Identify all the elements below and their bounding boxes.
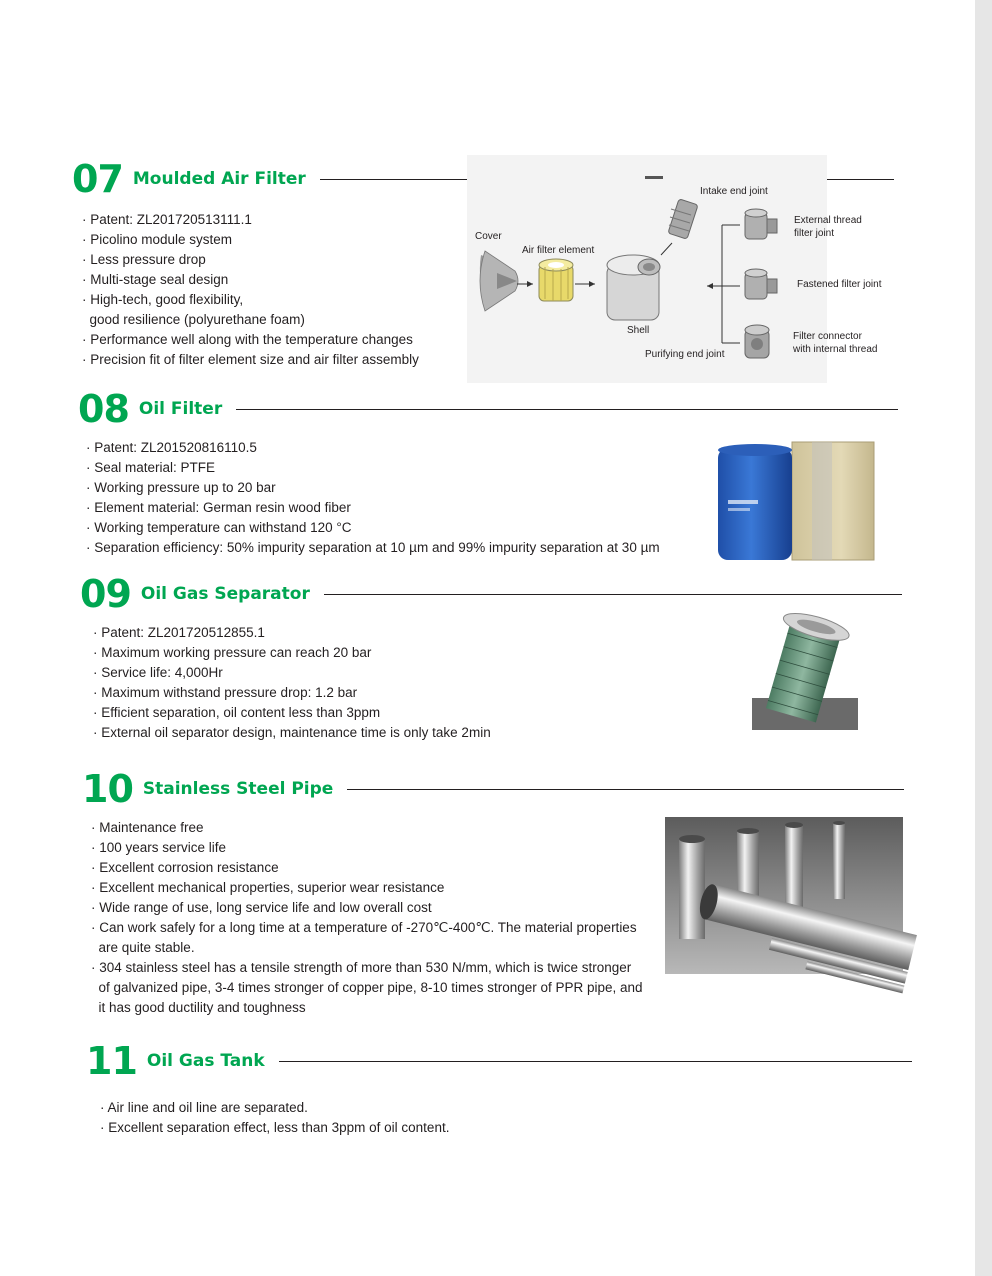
section-title: Oil Filter bbox=[138, 399, 223, 419]
bullet-item: · Patent: ZL201520816110.5 bbox=[86, 440, 257, 455]
label-purifying-end-joint: Purifying end joint bbox=[645, 349, 725, 360]
section-rule bbox=[347, 789, 904, 790]
bullet-item: · Precision fit of filter element size and air filter assembly bbox=[82, 352, 419, 367]
section-09-header bbox=[80, 572, 902, 616]
section-title: Stainless Steel Pipe bbox=[142, 779, 334, 799]
bullet-item: · Separation efficiency: 50% impurity separation at 10 µm and 99% impurity separation at 30 µm bbox=[86, 540, 660, 555]
bullet-item: are quite stable. bbox=[91, 940, 195, 955]
label-air-filter-element: Air filter element bbox=[522, 245, 595, 256]
bullet-item: · Service life: 4,000Hr bbox=[93, 665, 223, 680]
oil-filter-image bbox=[716, 440, 876, 565]
label-fastened-joint: Fastened filter joint bbox=[797, 279, 882, 290]
bullet-item: · Multi-stage seal design bbox=[82, 272, 229, 287]
label-cover: Cover bbox=[475, 231, 502, 242]
label-external-thread-1: External thread bbox=[794, 215, 862, 226]
label-connector-1: Filter connector bbox=[793, 331, 862, 342]
section-08-bullets bbox=[86, 438, 660, 558]
bullet-item: · Performance well along with the temperature changes bbox=[82, 332, 413, 347]
bullet-item: · Less pressure drop bbox=[82, 252, 206, 267]
section-07-bullets bbox=[82, 210, 419, 370]
section-number: 07 bbox=[72, 157, 123, 201]
bullet-item: of galvanized pipe, 3-4 times stronger of copper pipe, 8-10 times stronger of PPR pipe, and bbox=[91, 980, 643, 995]
label-external-thread-2: filter joint bbox=[794, 228, 835, 239]
section-rule bbox=[236, 409, 898, 410]
bullet-item: · High-tech, good flexibility, bbox=[82, 292, 244, 307]
bullet-item: · Wide range of use, long service life and low overall cost bbox=[91, 900, 432, 915]
shell-part-image bbox=[607, 255, 660, 320]
bullet-item: · Patent: ZL201720513111.1 bbox=[82, 212, 252, 227]
bullet-item: · Seal material: PTFE bbox=[86, 460, 216, 475]
bullet-item: · Working temperature can withstand 120 °C bbox=[86, 520, 352, 535]
bullet-item: · Excellent mechanical properties, superior wear resistance bbox=[91, 880, 445, 895]
bullet-item: · 304 stainless steel has a tensile strength of more than 530 N/mm, which is twice stronger bbox=[91, 960, 632, 975]
filter-connector-image bbox=[745, 325, 769, 358]
section-10-bullets bbox=[91, 818, 643, 1018]
section-rule bbox=[324, 594, 902, 595]
stainless-steel-pipe-image bbox=[665, 817, 903, 974]
bullet-item: · Working pressure up to 20 bar bbox=[86, 480, 276, 495]
air-filter-element-image bbox=[539, 259, 573, 301]
section-08-header bbox=[78, 387, 898, 431]
section-title: Oil Gas Tank bbox=[146, 1051, 265, 1071]
bullet-item: · Excellent corrosion resistance bbox=[91, 860, 279, 875]
oil-gas-separator-image bbox=[752, 610, 858, 730]
bullet-item: · 100 years service life bbox=[91, 840, 227, 855]
section-10-header bbox=[82, 767, 904, 811]
bullet-item: · Excellent separation effect, less than 3ppm of oil content. bbox=[100, 1120, 450, 1135]
bullet-item: · Patent: ZL201720512855.1 bbox=[93, 625, 265, 640]
section-number: 08 bbox=[78, 387, 129, 431]
section-rule bbox=[279, 1061, 912, 1062]
section-number: 11 bbox=[86, 1039, 137, 1083]
page-edge-bar bbox=[975, 0, 992, 1276]
section-title: Moulded Air Filter bbox=[132, 169, 306, 189]
bullet-item: good resilience (polyurethane foam) bbox=[82, 312, 305, 327]
bullet-item: · Maximum withstand pressure drop: 1.2 bar bbox=[93, 685, 358, 700]
bullet-item: · Maximum working pressure can reach 20 bar bbox=[93, 645, 372, 660]
section-title: Oil Gas Separator bbox=[140, 584, 310, 604]
air-filter-diagram bbox=[467, 155, 882, 383]
bullet-item: · Maintenance free bbox=[91, 820, 204, 835]
label-connector-2: with internal thread bbox=[793, 344, 878, 355]
section-11-header bbox=[86, 1039, 912, 1083]
label-intake-end-joint: Intake end joint bbox=[700, 186, 768, 197]
bullet-item: it has good ductility and toughness bbox=[91, 1000, 306, 1015]
section-09-bullets bbox=[93, 623, 491, 743]
section-number: 09 bbox=[80, 572, 131, 616]
bullet-item: · Picolino module system bbox=[82, 232, 233, 247]
label-shell: Shell bbox=[627, 325, 650, 336]
bullet-item: · External oil separator design, maintenance time is only take 2min bbox=[93, 725, 491, 740]
section-11-bullets bbox=[100, 1098, 449, 1138]
bullet-item: · Efficient separation, oil content less than 3ppm bbox=[93, 705, 381, 720]
bullet-item: · Element material: German resin wood fiber bbox=[86, 500, 351, 515]
bullet-item: · Can work safely for a long time at a temperature of -270℃-400℃. The material properties bbox=[91, 920, 637, 935]
bullet-item: · Air line and oil line are separated. bbox=[100, 1100, 308, 1115]
section-number: 10 bbox=[82, 767, 133, 811]
